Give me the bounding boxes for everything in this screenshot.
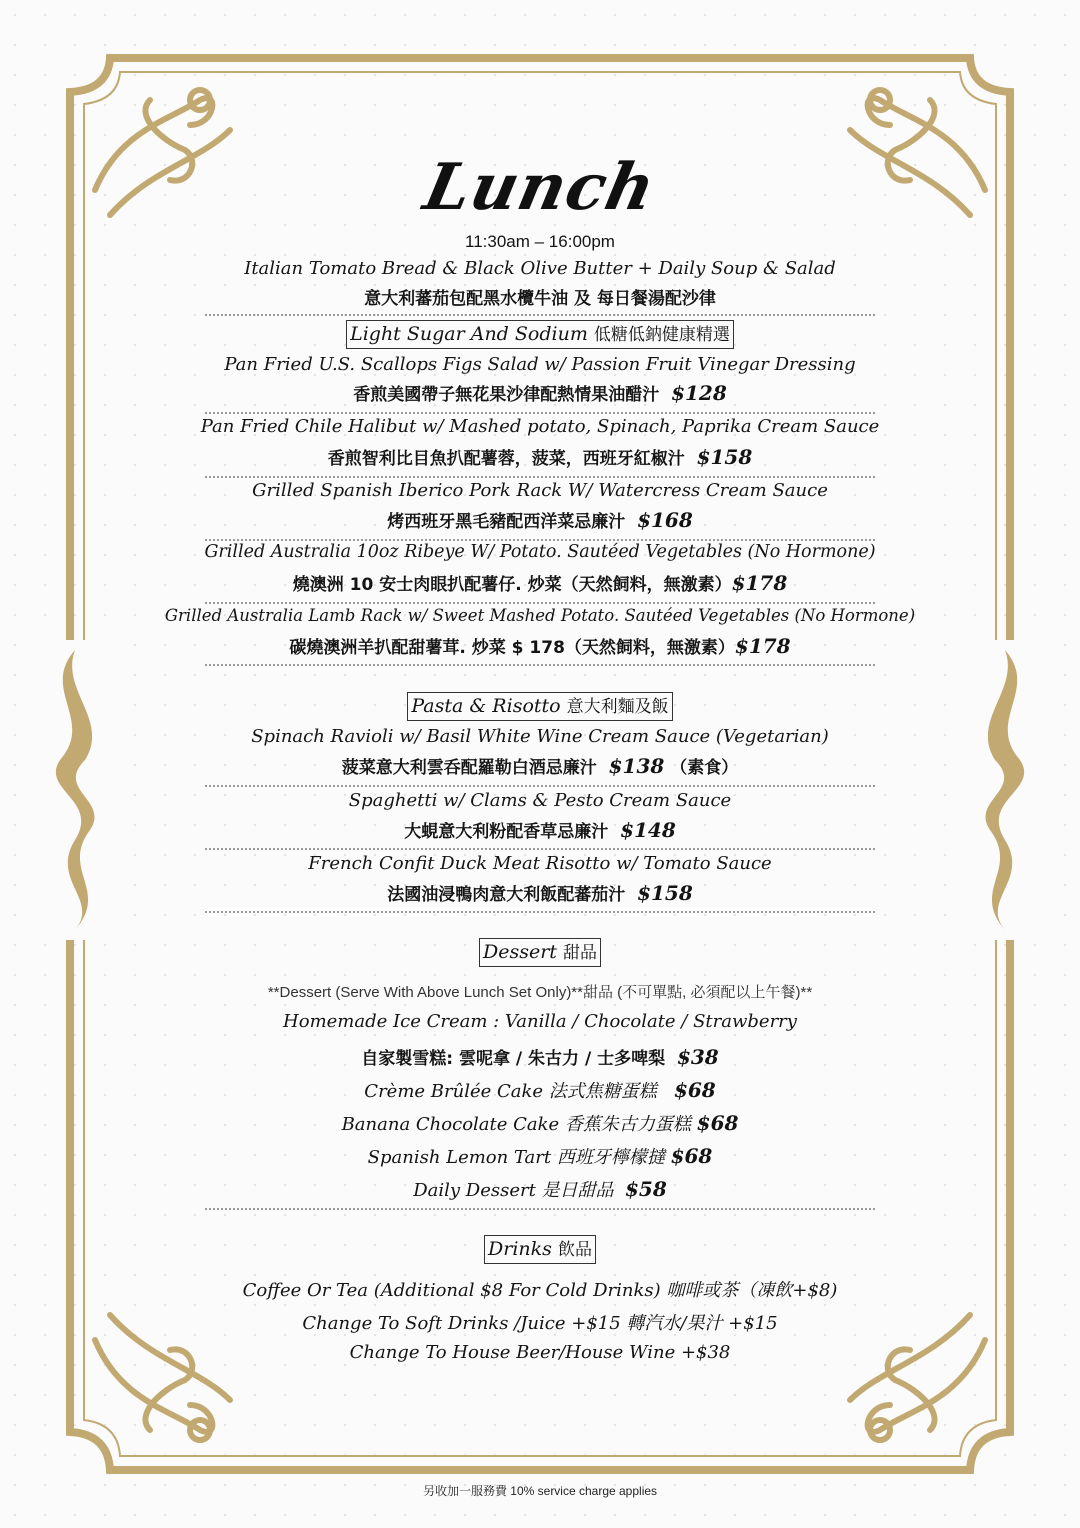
item-price: $158 (637, 881, 693, 905)
divider (205, 785, 875, 787)
dessert-price: $68 (673, 1078, 716, 1102)
menu-item-zh (130, 633, 950, 658)
item-price: $138 (608, 754, 665, 778)
divider (205, 664, 875, 666)
menu-item-en: Pan Fried Chile Halibut w/ Mashed potato, Spinach, Paprika Cream Sauce (200, 416, 880, 437)
item-zh-text: 烤西班牙黑毛豬配西洋菜忌廉汁 (387, 512, 626, 532)
heading-en: Dessert (483, 941, 557, 963)
dessert-note: **Dessert (Serve With Above Lunch Set Only)**甜品 (不可單點, 必須配以上午餐)** (267, 984, 813, 1001)
dessert-line (130, 1077, 950, 1103)
item-zh-text: 菠菜意大利雲呑配羅勒白酒忌廉汁 (341, 758, 597, 778)
dessert-line (130, 1110, 950, 1136)
dessert-text: Crème Brûlée Cake 法式焦糖蛋糕 (364, 1081, 657, 1102)
item-zh-text: 燒澳洲 10 安士肉眼扒配薯仔. 炒菜（天然飼料，無激素） (292, 575, 732, 595)
section-heading-drinks (130, 1235, 950, 1264)
dessert-line (130, 1176, 950, 1202)
menu-item-en: Pan Fried U.S. Scallops Figs Salad w/ Passion Fruit Vinegar Dressing (224, 354, 856, 375)
menu-item-en: Spinach Ravioli w/ Basil White Wine Cream Sauce (Vegetarian) (251, 726, 829, 747)
divider (205, 1208, 875, 1210)
dessert-text: Daily Dessert 是日甜品 (413, 1180, 614, 1201)
heading-en: Drinks (488, 1238, 552, 1260)
menu-item-zh (130, 753, 950, 778)
divider (205, 314, 875, 316)
dessert-line (130, 1143, 950, 1169)
menu-item-en: Grilled Spanish Iberico Pork Rack W/ Watercress Cream Sauce (252, 480, 828, 501)
drinks-line: Coffee Or Tea (Additional $8 For Cold Drinks) 咖啡或茶（凍飲+$8) (242, 1280, 838, 1301)
divider (205, 911, 875, 913)
item-suffix: （素食） (670, 758, 739, 778)
side-ornament-left (40, 640, 110, 940)
heading-zh: 甜品 (563, 943, 597, 963)
intro-zh: 意大利蕃茄包配黑水欖牛油 及 每日餐湯配沙律 (364, 289, 716, 309)
item-price: $178 (731, 571, 788, 595)
dessert-text: 自家製雪糕: 雲呢拿 / 朱古力 / 士多啤梨 (361, 1049, 666, 1069)
service-charge-note: 另收加一服務費 10% service charge applies (422, 1484, 658, 1498)
menu-title: Lunch (417, 150, 663, 225)
item-price: $148 (620, 818, 676, 842)
dessert-line (130, 1044, 950, 1069)
dessert-text: Banana Chocolate Cake 香蕉朱古力蛋糕 (341, 1114, 691, 1135)
menu-item-zh (130, 880, 950, 905)
item-zh-text: 碳燒澳洲羊扒配甜薯茸. 炒菜 $ 178（天然飼料，無激素） (289, 638, 735, 658)
divider (205, 476, 875, 478)
drinks-line: Change To House Beer/House Wine +$38 (349, 1342, 731, 1363)
menu-item-zh (130, 380, 950, 405)
menu-item-en: Grilled Australia 10oz Ribeye W/ Potato. Sautéed Vegetables (No Hormone) (204, 542, 876, 562)
menu-item-zh (130, 507, 950, 532)
dessert-text: Spanish Lemon Tart 西班牙檸檬撻 (367, 1147, 665, 1168)
dessert-line: Homemade Ice Cream : Vanilla / Chocolate / Strawberry (283, 1011, 797, 1032)
menu-item-en: Grilled Australia Lamb Rack w/ Sweet Mashed Potato. Sautéed Vegetables (No Hormone) (164, 606, 916, 625)
menu-item-zh (130, 444, 950, 469)
heading-zh: 飲品 (557, 1240, 592, 1260)
intro-en: Italian Tomato Bread & Black Olive Butter + Daily Soup & Salad (244, 258, 836, 279)
item-price: $168 (637, 508, 693, 532)
menu-item-en: Spaghetti w/ Clams & Pesto Cream Sauce (348, 790, 732, 811)
section-heading-light (130, 320, 950, 349)
dessert-price: $38 (676, 1045, 719, 1069)
divider (205, 412, 875, 414)
item-price: $158 (696, 445, 753, 469)
divider (205, 539, 875, 541)
item-zh-text: 香煎智利比目魚扒配薯蓉，菠菜，西班牙紅椒汁 (327, 449, 685, 469)
item-price: $128 (671, 381, 727, 405)
dessert-price: $58 (625, 1177, 667, 1201)
lunch-hours: 11:30am – 16:00pm (465, 232, 615, 251)
heading-en: Pasta & Risotto (411, 695, 561, 717)
heading-zh: 低糖低鈉健康精選 (593, 325, 730, 345)
heading-zh: 意大利麵及飯 (566, 697, 669, 717)
menu-item-en: French Confit Duck Meat Risotto w/ Tomato Sauce (308, 853, 772, 874)
section-heading-pasta (130, 692, 950, 721)
divider (205, 848, 875, 850)
side-ornament-right (970, 640, 1040, 940)
menu-item-zh (130, 817, 950, 842)
heading-en: Light Sugar And Sodium (350, 323, 588, 345)
section-heading-dessert (130, 938, 950, 967)
item-zh-text: 法國油浸鴨肉意大利飯配蕃茄汁 (387, 885, 626, 905)
menu-item-zh (130, 570, 950, 595)
divider (205, 602, 875, 604)
item-zh-text: 大蜆意大利粉配香草忌廉汁 (404, 822, 609, 842)
drinks-line: Change To Soft Drinks /Juice +$15 轉汽水/果汁 +$15 (302, 1313, 778, 1334)
item-zh-text: 香煎美國帶子無花果沙律配熱情果油醋汁 (353, 385, 660, 405)
item-price: $178 (734, 634, 791, 658)
dessert-price: $68 (670, 1144, 713, 1168)
dessert-price: $68 (696, 1111, 739, 1135)
